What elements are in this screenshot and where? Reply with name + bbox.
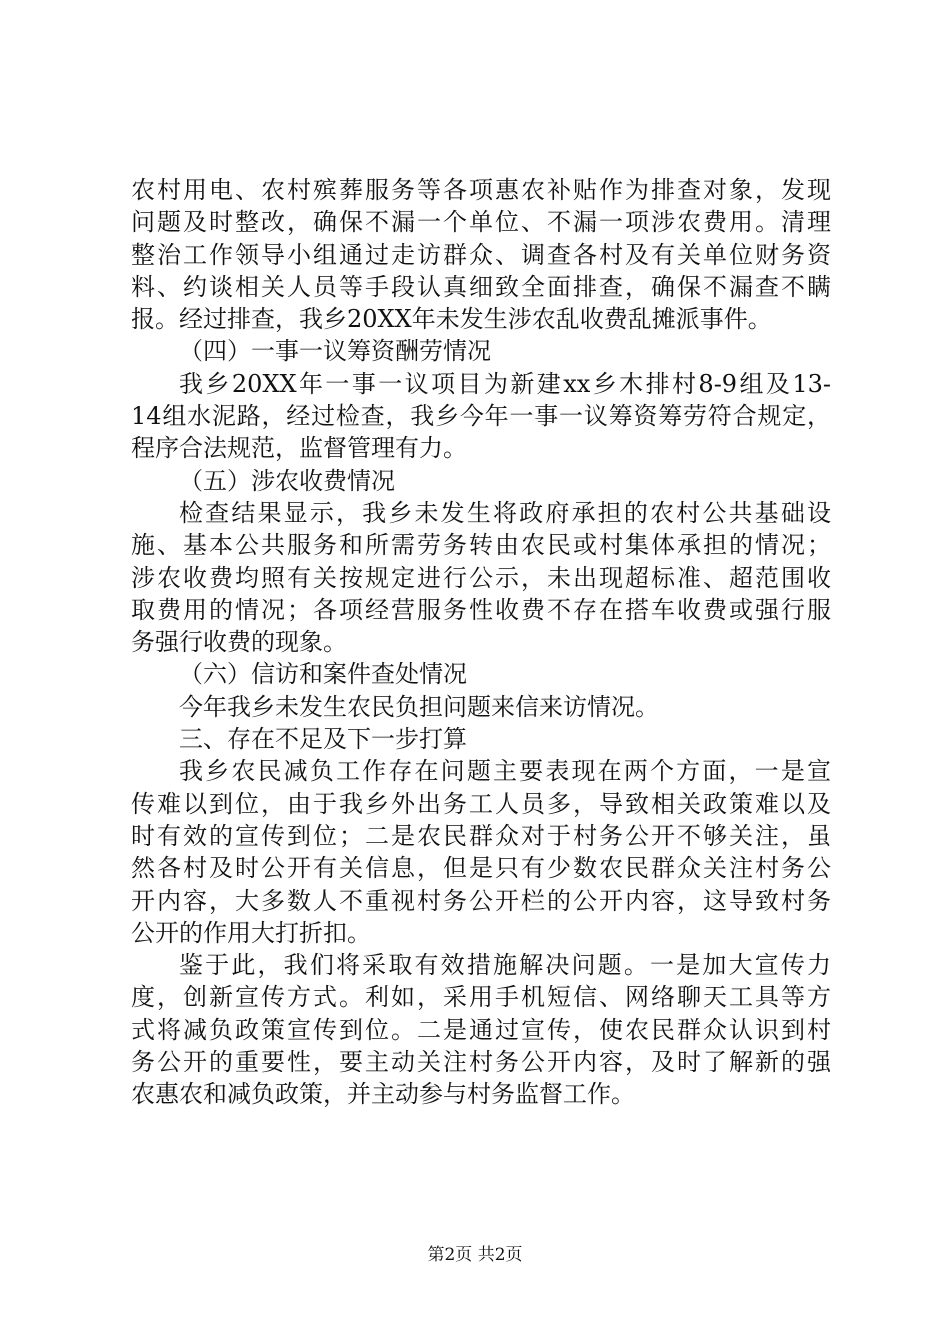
text-line: 我乡农民减负工作存在问题主要表现在两个方面，一是宣	[179, 757, 831, 786]
text-line: 传难以到位，由于我乡外出务工人员多，导致相关政策难以及	[131, 789, 831, 818]
page-footer: 第2页 共2页	[427, 1245, 523, 1265]
section-heading: 三、存在不足及下一步打算	[179, 725, 467, 754]
text-line: 施、基本公共服务和所需劳务转由农民或村集体承担的情况；	[131, 531, 831, 560]
text-line: 务强行收费的现象。	[131, 628, 347, 657]
text-line: 务公开的重要性，要主动关注村务公开内容，及时了解新的强	[131, 1048, 831, 1077]
text-line: 农村用电、农村殡葬服务等各项惠农补贴作为排查对象，发现	[131, 176, 831, 204]
text-line: 报。经过排查，我乡20XX年未发生涉农乱收费乱摊派事件。	[131, 305, 772, 334]
text-line: 14组水泥路，经过检查，我乡今年一事一议筹资筹劳符合规定，	[131, 402, 831, 431]
text-line: 问题及时整改，确保不漏一个单位、不漏一项涉农费用。清理	[131, 208, 831, 237]
section-heading: （五）涉农收费情况	[179, 466, 395, 495]
text-line: 公开的作用大打折扣。	[131, 918, 371, 947]
text-line: 式将减负政策宣传到位。二是通过宣传，使农民群众认识到村	[131, 1015, 831, 1044]
text-line: 农惠农和减负政策，并主动参与村务监督工作。	[131, 1080, 635, 1109]
text-line: 取费用的情况；各项经营服务性收费不存在搭车收费或强行服	[131, 595, 831, 624]
text-line: 我乡20XX年一事一议项目为新建xx乡木排村8-9组及13-	[179, 369, 831, 398]
text-line: 程序合法规范，监督管理有力。	[131, 434, 467, 463]
section-heading: （四）一事一议筹资酬劳情况	[179, 337, 491, 366]
text-line: 今年我乡未发生农民负担问题来信来访情况。	[179, 692, 659, 721]
text-line: 料、约谈相关人员等手段认真细致全面排查，确保不漏查不瞒	[131, 272, 831, 301]
text-line: 开内容，大多数人不重视村务公开栏的公开内容，这导致村务	[131, 886, 831, 915]
section-heading: （六）信访和案件查处情况	[179, 660, 467, 689]
body-text	[131, 174, 831, 1111]
text-line: 然各村及时公开有关信息，但是只有少数农民群众关注村务公	[131, 854, 831, 883]
text-line: 检查结果显示，我乡未发生将政府承担的农村公共基础设	[179, 498, 831, 527]
text-line: 时有效的宣传到位；二是农民群众对于村务公开不够关注，虽	[131, 821, 831, 850]
text-line: 涉农收费均照有关按规定进行公示，未出现超标准、超范围收	[131, 563, 831, 592]
text-line: 度，创新宣传方式。利如，采用手机短信、网络聊天工具等方	[131, 983, 831, 1012]
text-line: 鉴于此，我们将采取有效措施解决问题。一是加大宣传力	[179, 951, 831, 980]
text-line: 整治工作领导小组通过走访群众、调查各村及有关单位财务资	[131, 240, 831, 269]
